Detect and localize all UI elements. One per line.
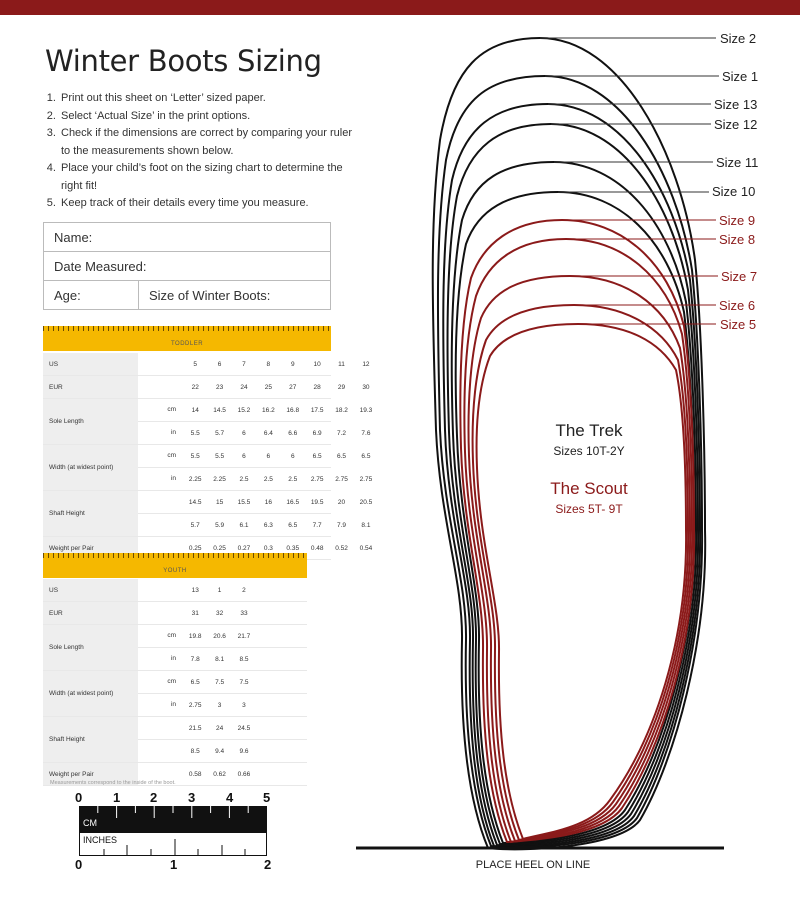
table-cell: 0.48	[310, 544, 324, 552]
table-cell: 7.8	[190, 655, 200, 663]
row-label: Sole Length	[43, 625, 138, 669]
table-cell: 0.25	[213, 544, 226, 552]
row-label: Weight per Pair	[43, 763, 138, 785]
table-cell: 0.27	[237, 544, 251, 552]
table-cell: 28	[313, 383, 321, 391]
table-cell: 2.5	[263, 475, 273, 483]
table-cell: 6.5	[361, 452, 371, 460]
row-label: US	[43, 579, 138, 601]
table-cell: 0.58	[188, 770, 202, 778]
row-label: Width (at widest point)	[43, 445, 138, 489]
table-cell: 6.6	[288, 429, 298, 437]
table-cell: 6	[266, 452, 271, 460]
table-cell: 12	[362, 360, 370, 368]
table-cell: 0.62	[213, 770, 226, 778]
table-cell: 27	[289, 383, 297, 391]
table-cell: 0.66	[237, 770, 251, 778]
table-cell: 6.9	[312, 429, 322, 437]
label-size-11: Size 11	[716, 155, 759, 170]
table-cell: 0.35	[286, 544, 300, 552]
table-cell: 2.5	[239, 475, 249, 483]
cm-label: CM	[83, 818, 97, 828]
table-cell: 25	[264, 383, 272, 391]
table-cell: 24	[240, 383, 248, 391]
table-cell: 8.1	[215, 655, 225, 663]
table-cell: 13	[191, 586, 199, 594]
label-size-9: Size 9	[719, 213, 756, 228]
table-cell: 5.7	[190, 521, 200, 529]
page-title: Winter Boots Sizing	[45, 44, 322, 78]
scout-sizes: Sizes 5T- 9T	[555, 502, 623, 516]
table-cell: 7.6	[361, 429, 371, 437]
table-cell: 32	[215, 609, 224, 617]
unit-label: in	[170, 429, 176, 436]
table-cell: 31	[191, 609, 199, 617]
inch-number: 0	[75, 857, 83, 872]
table-cell: 9.6	[239, 747, 249, 755]
instruction-item: 2. Select ‘Actual Size’ in the print options.	[59, 108, 359, 126]
inch-number: 2	[264, 857, 272, 872]
table-cell: 19.5	[310, 498, 324, 506]
table-cell: 3	[242, 701, 246, 709]
unit-label: cm	[167, 452, 176, 459]
boot-size-field[interactable]: Size of Winter Boots:	[139, 281, 331, 310]
measurement-note: Measurements correspond to the inside of the boot.	[50, 780, 176, 786]
label-size-1: Size 1	[722, 69, 759, 84]
table-cell: 0.25	[188, 544, 202, 552]
table-cell: 6	[217, 360, 222, 368]
label-size-6: Size 6	[719, 298, 756, 313]
row-label: Weight per Pair	[43, 537, 138, 559]
table-cell: 15	[215, 498, 224, 506]
cm-number: 2	[150, 790, 158, 805]
table-cell: 22	[191, 383, 199, 391]
table-cell: 21.5	[188, 724, 202, 732]
table-cell: 21.7	[237, 632, 251, 640]
table-cell: 2	[242, 586, 246, 594]
inch-number: 1	[170, 857, 178, 872]
table-cell: 6.5	[288, 521, 298, 529]
table-cell: 2.75	[359, 475, 373, 483]
table-cell: 8.5	[190, 747, 200, 755]
table-cell: 6.5	[337, 452, 347, 460]
outline-size-6	[473, 305, 689, 840]
scout-name: The Scout	[550, 479, 628, 498]
table-cell: 33	[240, 609, 248, 617]
table-cell: 5.5	[190, 452, 200, 460]
table-cell: 1	[217, 586, 222, 594]
unit-label: cm	[167, 632, 176, 639]
instruction-item: 5. Keep track of their details every time you measure.	[59, 195, 359, 213]
table-cell: 24.5	[237, 724, 251, 732]
table-cell: 9	[290, 360, 295, 368]
table-cell: 14.5	[213, 406, 226, 414]
table-cell: 20.5	[359, 498, 373, 506]
table-cell: 10	[313, 360, 321, 368]
table-cell: 20	[337, 498, 346, 506]
table-cell: 7.9	[337, 521, 347, 529]
table-cell: 16	[264, 498, 272, 506]
unit-label: cm	[167, 678, 176, 685]
date-field[interactable]: Date Measured:	[44, 252, 331, 281]
table-cell: 6	[242, 452, 246, 460]
unit-label: in	[170, 701, 176, 708]
table-cell: 2.75	[310, 475, 324, 483]
trek-sizes: Sizes 10T-2Y	[553, 444, 625, 458]
instruction-item: 1. Print out this sheet on ‘Letter’ sized paper.	[59, 90, 359, 108]
table-cell: 8	[266, 360, 271, 368]
table-cell: 14	[191, 406, 199, 414]
table-cell: 20.6	[213, 632, 226, 640]
table-cell: 16.5	[286, 498, 300, 506]
table-cell: 24	[215, 724, 224, 732]
table-cell: 7	[242, 360, 246, 368]
row-label: EUR	[43, 376, 138, 398]
table-cell: 8.1	[361, 521, 371, 529]
row-label: Width (at widest point)	[43, 671, 138, 715]
table-cell: 5.7	[215, 429, 225, 437]
table-cell: 19.3	[359, 406, 373, 414]
unit-label: in	[170, 475, 176, 482]
table-cell: 2.75	[188, 701, 202, 709]
table-cell: 6.5	[190, 678, 200, 686]
instruction-item: 4. Place your child’s foot on the sizing chart to determine the right fit!	[59, 160, 359, 195]
label-size-13: Size 13	[714, 97, 758, 112]
label-size-12: Size 12	[714, 117, 758, 132]
table-cell: 2.25	[188, 475, 202, 483]
table-cell: 7.5	[239, 678, 249, 686]
unit-label: cm	[167, 406, 176, 413]
instruction-item: 3. Check if the dimensions are correct by comparing your ruler to the measurements shown below.	[59, 125, 359, 160]
table-cell: 19.8	[188, 632, 202, 640]
table-cell: 14.5	[188, 498, 202, 506]
table-cell: 11	[338, 360, 345, 368]
table-cell: 6.1	[239, 521, 249, 529]
inches-label: INCHES	[83, 835, 118, 845]
cm-number: 0	[75, 790, 83, 805]
row-label: Sole Length	[43, 399, 138, 443]
table-cell: 6.3	[263, 521, 273, 529]
outline-size-10	[456, 192, 694, 843]
row-label: EUR	[43, 602, 138, 624]
table-cell: 30	[362, 383, 370, 391]
table-cell: 8.5	[239, 655, 249, 663]
table-cell: 0.54	[359, 544, 373, 552]
label-size-2: Size 2	[720, 31, 757, 46]
table-cell: 6.5	[312, 452, 322, 460]
label-size-8: Size 8	[719, 232, 756, 247]
table-cell: 2.75	[335, 475, 348, 483]
table-cell: 29	[337, 383, 346, 391]
table-cell: 5.5	[215, 452, 225, 460]
label-size-10: Size 10	[712, 184, 756, 199]
table-cell: 15.5	[237, 498, 251, 506]
age-field[interactable]: Age:	[44, 281, 139, 310]
row-label: US	[43, 353, 138, 375]
toddler-heading: TODDLER	[43, 337, 331, 351]
trek-name: The Trek	[555, 421, 623, 440]
unit-label: in	[170, 655, 176, 662]
row-label: Shaft Height	[43, 491, 138, 535]
table-cell: 0.52	[335, 544, 348, 552]
table-cell: 23	[215, 383, 224, 391]
cm-number: 1	[113, 790, 121, 805]
table-cell: 6	[242, 429, 246, 437]
table-cell: 16.2	[262, 406, 275, 414]
cm-number: 5	[263, 790, 271, 805]
table-cell: 9.4	[215, 747, 225, 755]
cm-number: 3	[188, 790, 196, 805]
table-cell: 5.9	[215, 521, 225, 529]
table-cell: 6	[290, 452, 295, 460]
heel-instruction: PLACE HEEL ON LINE	[475, 859, 591, 871]
table-cell: 0.3	[263, 544, 273, 552]
table-cell: 7.5	[215, 678, 225, 686]
label-size-5: Size 5	[720, 317, 757, 332]
row-label: Shaft Height	[43, 717, 138, 761]
table-cell: 17.5	[310, 406, 324, 414]
table-cell: 15.2	[237, 406, 251, 414]
table-cell: 5	[193, 360, 197, 368]
cm-number: 4	[226, 790, 234, 805]
table-cell: 2.25	[213, 475, 226, 483]
youth-heading: YOUTH	[43, 564, 307, 578]
table-cell: 3	[217, 701, 222, 709]
table-cell: 5.5	[190, 429, 200, 437]
table-cell: 18.2	[335, 406, 348, 414]
table-cell: 6.4	[263, 429, 273, 437]
table-cell: 16.8	[286, 406, 300, 414]
name-field[interactable]: Name:	[44, 223, 331, 252]
table-cell: 7.2	[337, 429, 347, 437]
table-cell: 2.5	[288, 475, 298, 483]
table-cell: 7.7	[312, 521, 322, 529]
label-size-7: Size 7	[721, 269, 758, 284]
